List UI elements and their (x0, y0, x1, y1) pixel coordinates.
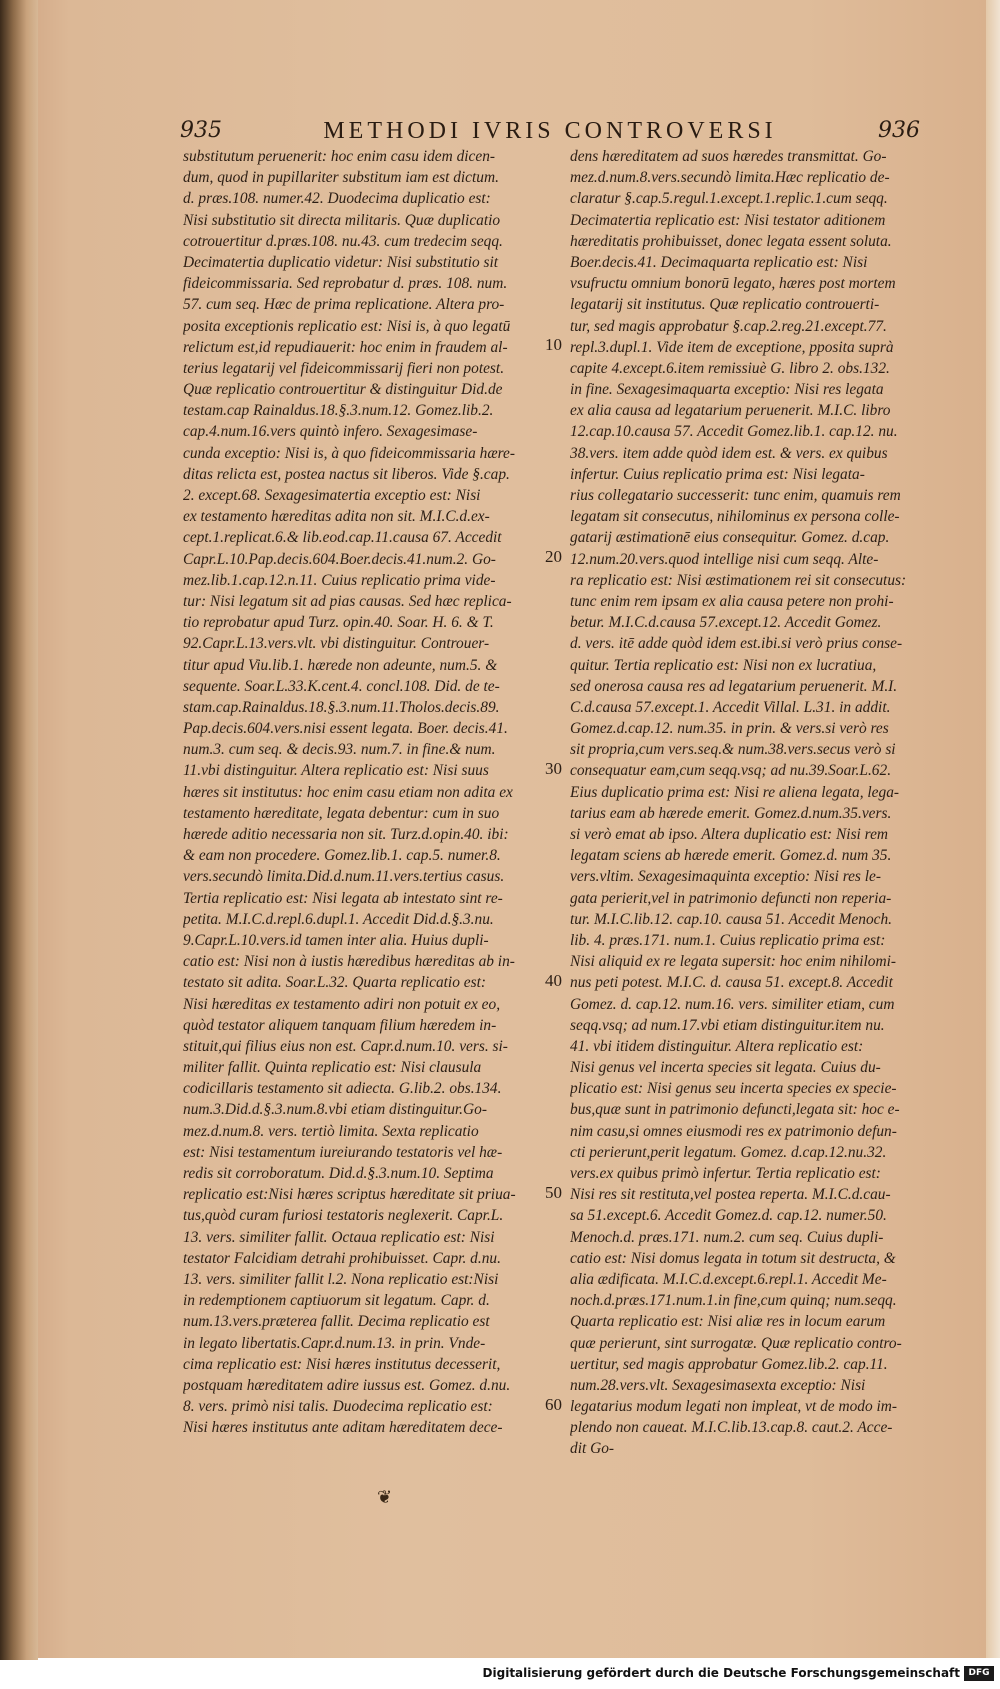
text-line: tur: Nisi legatum sit ad pias causas. Sed hæc replica- (183, 592, 512, 610)
text-line: 2. except.68. Sexagesimatertia exceptio est: Nisi (183, 487, 481, 504)
text-line: tarius eam ab hærede emerit. Gomez.d.num.35.vers. (570, 804, 892, 822)
text-line: ex alia causa ad legatarium peruenerit. M.I.C. libro (570, 402, 891, 420)
text-line: Eius duplicatio prima est: Nisi re aliena legata, lega- (570, 783, 900, 801)
text-line: num.28.vers.vlt. Sexagesimasexta exceptio: Nisi (570, 1376, 866, 1394)
text-line: quæ perierunt, sint surrogatæ. Quæ replicatio contro- (570, 1334, 902, 1352)
footer-credit: Digitalisierung gefördert durch die Deutsche Forschungsgemeinschaft (482, 1666, 960, 1680)
text-line: relictum est,id repudiauerit: hoc enim in fraudem al- (183, 338, 508, 356)
text-line: Nisi aliquid ex re legata supersit: hoc enim nihilomi- (570, 953, 897, 971)
text-line: si verò emat ab ipso. Altera duplicatio est: Nisi rem (570, 826, 889, 843)
text-line: uertitur, sed magis approbatur Gomez.lib.2. cap.11. (570, 1355, 888, 1373)
text-line: tunc enim rem ipsam ex alia causa petere non prohi- (570, 592, 894, 610)
text-line: testator Falcidiam detrahi prohibuisset. Capr. d.nu. (183, 1249, 501, 1267)
text-line: Nisi res sit restituta,vel postea reperta. M.I.C.d.cau- (570, 1186, 891, 1204)
text-line: mez.d.num.8. vers. tertiò limita. Sexta replicatio (183, 1122, 479, 1140)
text-line: claratur §.cap.5.regul.1.except.1.replic.1.cum seqq. (570, 190, 888, 208)
text-line: sed onerosa causa res ad legatarium peruenerit. M.I. (570, 677, 898, 695)
text-line: testamento hæreditate, legata debentur: cum in suo (183, 804, 500, 822)
text-line: sequente. Soar.L.33.K.cent.4. concl.108. Did. de te- (183, 677, 500, 695)
text-line: Gomez.d.cap.12. num.35. in prin. & vers.si verò res (570, 720, 889, 738)
text-line: C.d.causa 57.except.1. Accedit Villal. L.31. in addit. (570, 698, 891, 716)
text-line: ex testamento hæreditas adita non sit. M.I.C.d.ex- (183, 508, 490, 526)
text-line: cotrouertitur d.præs.108. nu.43. cum tredecim seqq. (183, 232, 503, 250)
text-line: 11.vbi distinguitur. Altera replicatio est: Nisi suus (183, 762, 489, 780)
text-line: cunda exceptio: Nisi is, à quo fideicommissaria hære- (183, 444, 515, 462)
text-line: 38.vers. item adde quòd idem est. & vers. ex quibus (570, 444, 888, 462)
text-line: repl.3.dupl.1. Vide item de exceptione, pposita suprà (570, 338, 894, 356)
text-line: dum, quod in pupillariter substitum iam est dictum. (183, 169, 499, 187)
text-line: seqq.vsq; ad num.17.vbi etiam distinguitur.item nu. (570, 1016, 885, 1034)
running-title: METHODI IVRIS CONTROVERSI (323, 118, 777, 144)
text-line: legatam sciens ab hærede emerit. Gomez.d. num 35. (570, 847, 892, 865)
text-line: mez.d.num.8.vers.secundò limita.Hæc replicatio de- (570, 169, 890, 187)
text-line: gata perierit,vel in patrimonio defuncti non reperia- (570, 889, 892, 907)
text-line: sit propria,cum vers.seq.& num.38.vers.secus verò si (570, 741, 896, 759)
text-line: alia ædificata. M.I.C.d.except.6.repl.1. Accedit Me- (570, 1270, 887, 1288)
text-line: redis sit corroboratum. Did.d.§.3.num.10. Septima (183, 1165, 494, 1182)
text-line: d. vers. itē adde quòd idem est.ibi.si verò prius conse- (570, 635, 903, 653)
margin-line-number: 40 (545, 970, 562, 990)
text-line: in legato libertatis.Capr.d.num.13. in prin. Vnde- (183, 1334, 486, 1352)
text-line: fideicommissaria. Sed reprobatur d. præs. 108. num. (183, 275, 508, 293)
text-line: Nisi genus vel incerta species sit legata. Cuius du- (570, 1059, 881, 1077)
text-line: d. præs.108. numer.42. Duodecima duplicatio est: (183, 190, 491, 208)
digitization-footer (0, 1661, 1000, 1689)
text-line: vsufructu omnium bonorū legato, hæres post mortem (570, 275, 896, 293)
margin-line-number: 50 (545, 1182, 562, 1202)
text-line: dit Go- (570, 1440, 615, 1458)
text-line: Boer.decis.41. Decimaquarta replicatio est: Nisi (570, 253, 868, 271)
text-line: cept.1.replicat.6.& lib.eod.cap.11.causa 67. Accedit (183, 529, 502, 547)
page-edge (986, 0, 1000, 1658)
text-line: Quarta replicatio est: Nisi aliæ res in locum earum (570, 1313, 886, 1331)
text-line: 41. vbi itidem distinguitur. Altera replicatio est: (570, 1037, 864, 1055)
text-line: replicatio est:Nisi hæres scriptus hæreditate sit priua- (183, 1186, 516, 1204)
text-line: Menoch.d. præs.171. num.2. cum seq. Cuius dupli- (570, 1228, 884, 1246)
text-line: in fine. Sexagesimaquarta exceptio: Nisi res legata (570, 381, 884, 399)
text-line: tur, sed magis approbatur §.cap.2.reg.21.except.77. (570, 317, 887, 335)
text-column-left (183, 146, 538, 1438)
text-line: vers.ex quibus primò infertur. Tertia replicatio est: (570, 1165, 881, 1182)
text-line: Nisi hæres institutus ante aditam hæreditatem dece- (183, 1419, 503, 1437)
text-line: vers.vltim. Sexagesimaquinta exceptio: Nisi res le- (570, 868, 882, 886)
text-line: in redemptionem captiuorum sit legatum. Capr. d. (183, 1292, 490, 1310)
margin-line-number: 20 (545, 546, 562, 566)
text-line: terius legatarij vel fideicommissarij fieri non potest. (183, 359, 505, 377)
text-column-right (570, 146, 925, 1460)
text-line: legatam sit consecutus, nihilominus ex persona colle- (570, 508, 900, 526)
printer-ornament: ❦ (377, 1487, 393, 1508)
text-line: ditas relicta est, postea nactus sit liberos. Vide §.cap. (183, 465, 510, 483)
text-line: militer fallit. Quinta replicatio est: Nisi clausula (183, 1059, 482, 1077)
text-line: mez.lib.1.cap.12.n.11. Cuius replicatio prima vide- (183, 571, 496, 589)
text-line: hærede aditio necessaria non sit. Turz.d.opin.40. ibi: (183, 826, 509, 843)
text-line: nim casu,si omnes eiusmodi res ex patrimonio defun- (570, 1122, 897, 1140)
text-line: tus,quòd curam furiosi testatoris neglexerit. Capr.L. (183, 1207, 504, 1225)
text-line: dens hæreditatem ad suos hæredes transmittat. Go- (570, 148, 887, 165)
text-line: stam.cap.Rainaldus.18.§.3.num.11.Tholos.decis.89. (183, 698, 500, 716)
text-line: 13. vers. similiter fallit. Octaua replicatio est: Nisi (183, 1228, 495, 1246)
text-line: noch.d.præs.171.num.1.in fine,cum quinq; num.seqq. (570, 1292, 897, 1310)
text-line: tur. M.I.C.lib.12. cap.10. causa 51. Accedit Menoch. (570, 910, 893, 928)
text-line: cti perierunt,perit legatum. Gomez. d.cap.12.nu.32. (570, 1143, 887, 1161)
text-line: Pap.decis.604.vers.nisi essent legata. Boer. decis.41. (183, 720, 508, 738)
text-line: capite 4.except.6.item remissiuè G. libro 2. obs.132. (570, 359, 890, 377)
text-line: hæres sit institutus: hoc enim casu etiam non adita ex (183, 783, 513, 801)
text-line: Nisi substitutio sit directa militaris. Quæ duplicatio (183, 211, 501, 229)
dfg-logo: DFG (964, 1666, 994, 1681)
text-line: 13. vers. similiter fallit l.2. Nona replicatio est:Nisi (183, 1270, 499, 1288)
text-line: 9.Capr.L.10.vers.id tamen inter alia. Huius dupli- (183, 931, 489, 949)
text-line: legatarius modum legati non impleat, vt de modo im- (570, 1398, 898, 1416)
text-line: num.3.Did.d.§.3.num.8.vbi etiam distinguitur.Go- (183, 1101, 487, 1119)
text-line: testato sit adita. Soar.L.32. Quarta replicatio est: (183, 974, 486, 992)
text-line: codicillaris testamento sit adiecta. G.lib.2. obs.134. (183, 1080, 502, 1098)
text-line: cima replicatio est: Nisi hæres institutus decesserit, (183, 1355, 501, 1373)
text-line: lib. 4. præs.171. num.1. Cuius replicatio prima est: (570, 931, 886, 949)
text-line: postquam hæreditatem adire iussus est. Gomez. d.nu. (183, 1376, 511, 1394)
page-number-right: 936 (878, 118, 920, 143)
text-line: est: Nisi testamentum iureiurando testatoris vel hæ- (183, 1143, 503, 1161)
text-line: testam.cap Rainaldus.18.§.3.num.12. Gomez.lib.2. (183, 402, 494, 420)
text-line: vers.secundò limita.Did.d.num.11.vers.tertius casus. (183, 868, 505, 886)
text-line: plendo non caueat. M.I.C.lib.13.cap.8. caut.2. Acce- (570, 1419, 893, 1437)
text-line: gatarij æstimationē eius consequitur. Gomez. d.cap. (570, 529, 890, 547)
margin-line-number: 60 (545, 1394, 562, 1414)
binding-shadow (0, 0, 38, 1660)
text-line: ra replicatio est: Nisi æstimationem rei sit consecutus: (570, 571, 907, 589)
text-line: Decimatertia replicatio est: Nisi testator aditionem (570, 211, 886, 229)
text-line: 92.Capr.L.13.vers.vlt. vbi distinguitur. Controuer- (183, 635, 490, 653)
text-line: legatarij sit institutus. Quæ replicatio controuerti- (570, 296, 880, 314)
text-line: catio est: Nisi domus legata in totum sit destructa, & (570, 1249, 896, 1267)
text-line: quòd testator aliquem tanquam filium hæredem in- (183, 1016, 497, 1034)
text-line: stituit,qui filius eius non est. Capr.d.num.10. vers. si- (183, 1037, 508, 1055)
text-line: quitur. Tertia replicatio est: Nisi non ex lucratiua, (570, 656, 877, 674)
text-line: 57. cum seq. Hæc de prima replicatione. Altera pro- (183, 296, 505, 314)
text-line: rius collegatario successerit: tunc enim, quamuis rem (570, 487, 901, 504)
margin-line-number: 10 (545, 334, 562, 354)
text-line: substitutum peruenerit: hoc enim casu idem dicen- (183, 148, 496, 165)
text-line: petita. M.I.C.d.repl.6.dupl.1. Accedit Did.d.§.3.nu. (183, 910, 494, 928)
text-line: hæreditatis prohibuisset, donec legata essent soluta. (570, 232, 892, 250)
text-line: 12.cap.10.causa 57. Accedit Gomez.lib.1. cap.12. nu. (570, 423, 898, 441)
text-line: Decimatertia duplicatio videtur: Nisi substitutio sit (183, 253, 499, 271)
text-line: posita exceptionis replicatio est: Nisi is, à quo legatū (183, 317, 511, 335)
text-line: tio reprobatur apud Turz. opin.40. Soar. H. 6. & T. (183, 614, 494, 632)
text-line: Tertia replicatio est: Nisi legata ab intestato sint re- (183, 889, 503, 907)
text-line: num.3. cum seq. & decis.93. num.7. in fine.& num. (183, 741, 496, 759)
text-line: Quæ replicatio controuertitur & distinguitur Did.de (183, 381, 503, 399)
text-line: titur apud Viu.lib.1. hærede non adeunte, num.5. & (183, 656, 498, 674)
text-line: Nisi hæreditas ex testamento adiri non potuit ex eo, (183, 995, 501, 1013)
text-line: infertur. Cuius replicatio prima est: Nisi legata- (570, 465, 865, 483)
text-line: consequatur eam,cum seqq.vsq; ad nu.39.Soar.L.62. (570, 762, 892, 780)
text-line: Gomez. d. cap.12. num.16. vers. similiter etiam, cum (570, 995, 895, 1013)
text-line: 12.num.20.vers.quod intellige nisi cum seqq. Alte- (570, 550, 879, 568)
text-line: num.13.vers.præterea fallit. Decima replicatio est (183, 1313, 490, 1331)
text-line: nus peti potest. M.I.C. d. causa 51. except.8. Accedit (570, 974, 893, 992)
text-line: 8. vers. primò nisi talis. Duodecima replicatio est: (183, 1398, 493, 1416)
text-line: cap.4.num.16.vers quintò infero. Sexagesimase- (183, 423, 478, 441)
margin-line-number: 30 (545, 758, 562, 778)
text-line: plicatio est: Nisi genus seu incerta species ex specie- (570, 1080, 897, 1098)
text-line: betur. M.I.C.d.causa 57.except.12. Accedit Gomez. (570, 614, 882, 632)
text-line: Capr.L.10.Pap.decis.604.Boer.decis.41.num.2. Go- (183, 550, 496, 568)
text-line: catio est: Nisi non à iustis hæredibus hæreditas ab in- (183, 953, 515, 971)
text-line: & eam non procedere. Gomez.lib.1. cap.5. numer.8. (183, 847, 501, 865)
text-line: bus,quæ sunt in patrimonio defuncti,legata sit: hoc e- (570, 1101, 900, 1119)
page-number-left: 935 (180, 118, 222, 143)
text-line: sa 51.except.6. Accedit Gomez.d. cap.12. numer.50. (570, 1207, 887, 1225)
